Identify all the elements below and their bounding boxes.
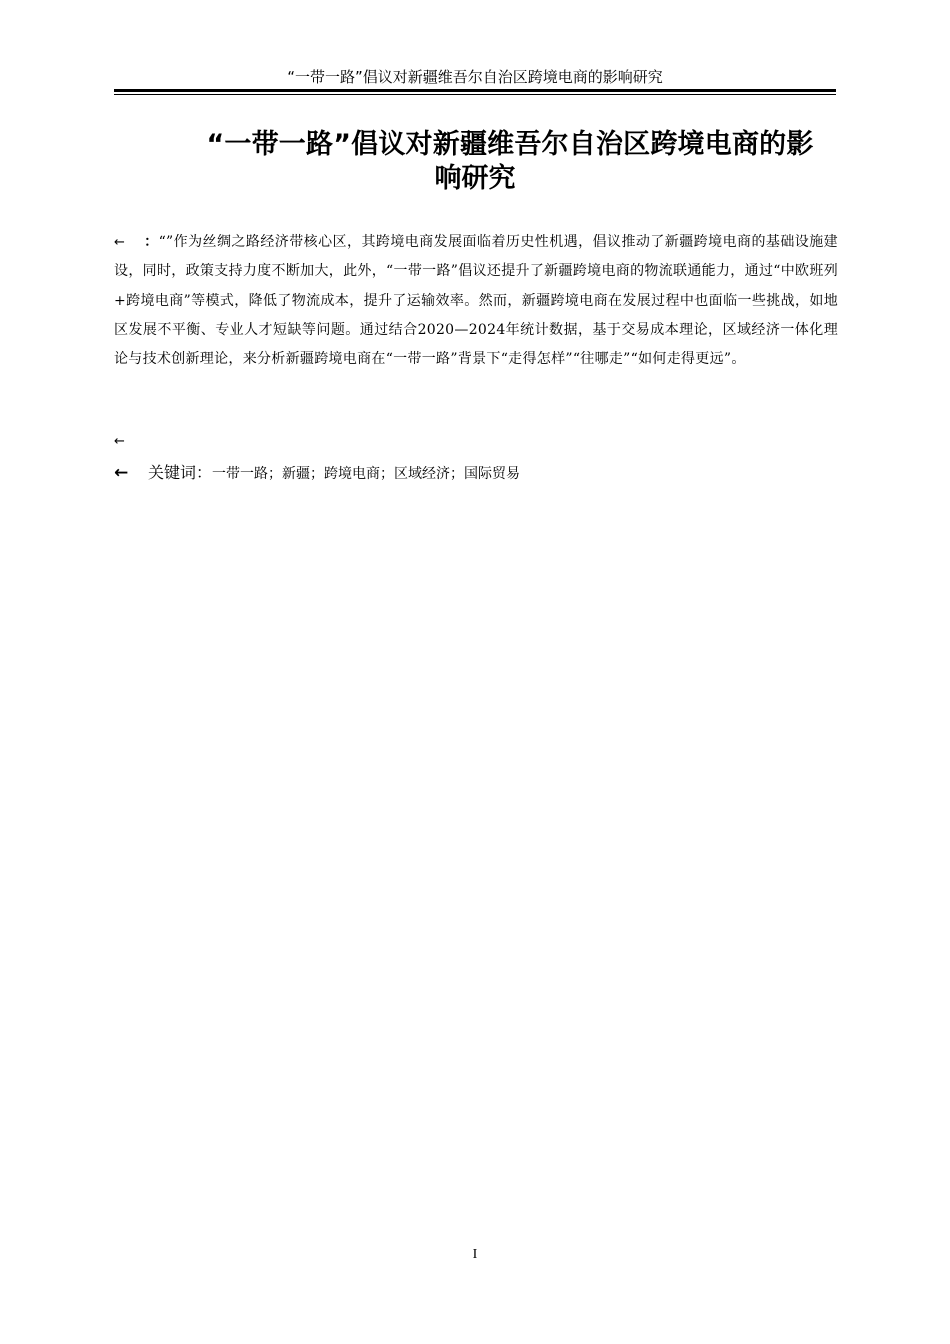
title-line-2: 响研究 (434, 163, 516, 194)
paragraph-mark-icon: ← (114, 235, 126, 250)
header-rule-thick (114, 89, 836, 92)
keywords-mark-icon: ← (114, 463, 129, 483)
abstract-colon: ： (144, 234, 159, 250)
abstract-paragraph (114, 228, 838, 374)
document-title (114, 128, 836, 196)
title-line-1: “一带一路”倡议对新疆维吾尔自治区跨境电商的影 (206, 129, 814, 160)
empty-paragraph-mark-icon: ← (114, 434, 125, 449)
running-header: “一带一路”倡议对新疆维吾尔自治区跨境电商的影响研究 (287, 68, 663, 86)
keywords-label: 关键词： (148, 463, 213, 482)
abstract-text: “”作为丝绸之路经济带核心区，其跨境电商发展面临着历史性机遇，倡议推动了新疆跨境电商的基础设施建设，同时，政策支持力度不断加大，此外，“一带一路”倡议还提升了新疆跨境电商的物流联通能力，通过“中欧班列+跨境电商”等模式，降低了物流成本，提升了运输效率。然而，新疆跨境电商在发展过程中也面临一些挑战，如地区发展不平衡、专业人才短缺等问题。通过结合2020—2024年统计数据，基于交易成本理论，区域经济一体化理论与技术创新理论，来分析新疆跨境电商在“一带一路”背景下“走得怎样”“往哪走”“如何走得更远”。 (114, 234, 838, 368)
header-rule-thin (114, 94, 836, 95)
page-number: I (472, 1247, 478, 1262)
keywords-line (114, 460, 520, 487)
keywords-text: 一带一路；新疆；跨境电商；区域经济；国际贸易 (212, 466, 521, 482)
